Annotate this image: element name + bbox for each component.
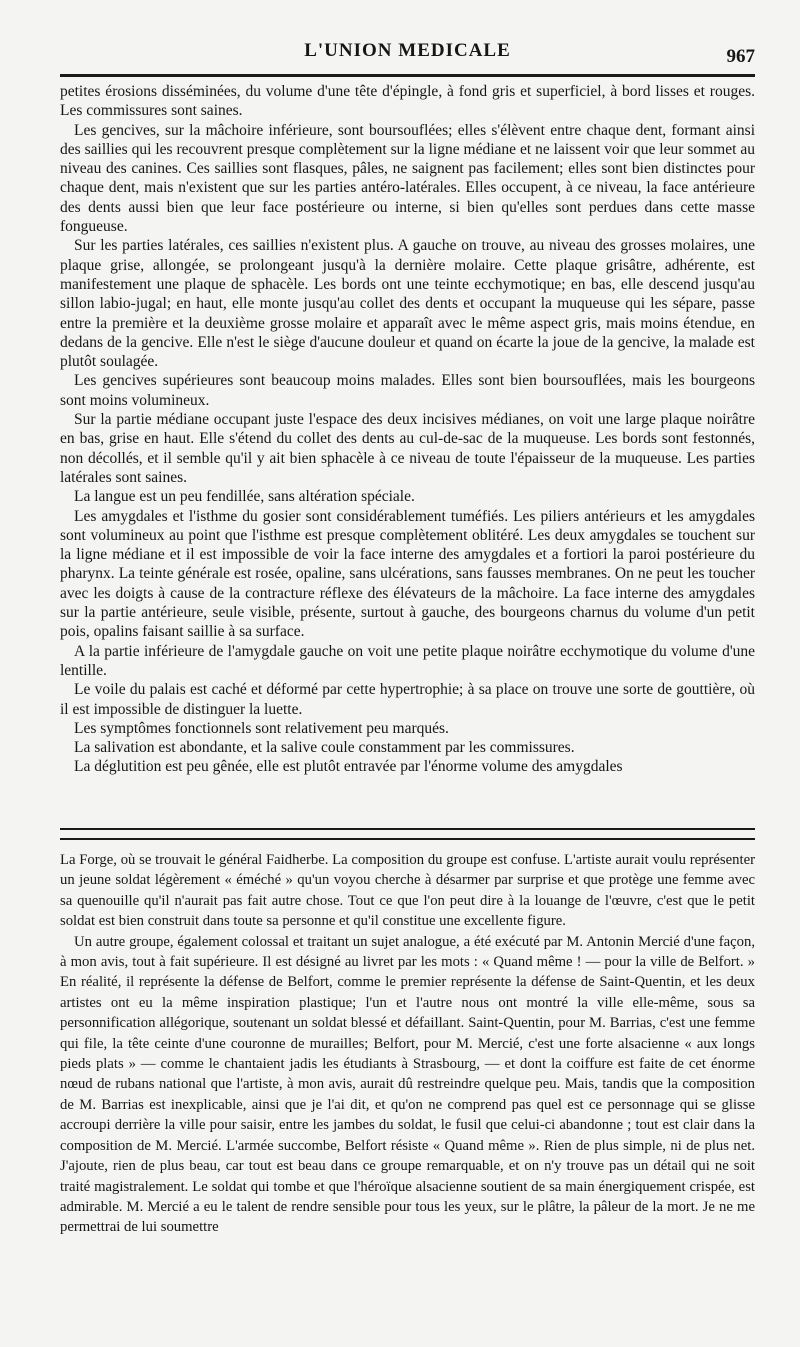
upper-paragraph: Les symptômes fonctionnels sont relativement peu marqués. (74, 719, 449, 737)
page-number: 967 (726, 46, 755, 67)
upper-paragraph: Les gencives supérieures sont beaucoup moins malades. Elles sont bien boursouflées, mais les bourgeons sont moins volumineux. (60, 372, 755, 409)
upper-paragraph: petites érosions disséminées, du volume d'une tête d'épingle, à fond gris et superficiel, à bord lisses et rouges. Les commissures sont saines. (60, 83, 755, 120)
upper-paragraph: Le voile du palais est caché et déformé par cette hypertrophie; à sa place on trouve une sorte de gouttière, où il est impossible de distinguer la luette. (60, 681, 755, 718)
journal-title: L'UNION MEDICALE (304, 40, 511, 61)
upper-article-column (60, 82, 755, 777)
upper-paragraph: Les gencives, sur la mâchoire inférieure, sont boursouflées; elles s'élèvent entre chaque dent, formant ainsi des saillies qui les recouvrent presque complètement sur la ligne médiane et ne laissent voir que leur sommet au niveau des canines. Ces saillies sont flasques, pâles, ne saignent pas facilement; elles sont bien distinctes pour chaque dent, mais n'existent que sur les parties antéro-latérales. Elles occupent, à ce niveau, la face antérieure des dents aussi bien que leur face postérieure ou interne, si bien qu'elles sont perdues dans cette masse fongueuse. (60, 121, 755, 236)
feuilleton-separator-rule (60, 828, 755, 840)
page-header (60, 30, 755, 70)
lower-paragraph: Un autre groupe, également colossal et traitant un sujet analogue, a été exécuté par M. Antonin Mercié d'une façon, à mon avis, tout à fait supérieure. Il est désigné au livret par les mots : « Quand même ! — pour la ville de Belfort. » En réalité, il représente la défense de Belfort, comme le premier représente la défense de Saint-Quentin, et les deux artistes ont eu la même inspiration plastique; l'un et l'autre nous ont montré la ville elle-même, sous sa personnification allégorique, soutenant un soldat blessé et défaillant. Saint-Quentin, pour M. Barrias, c'est une femme qui file, la tête ceinte d'une couronne de murailles; Belfort, pour M. Mercié, c'est une forte alsacienne « aux longs pieds plats » — comme le chantaient jadis les étudiants à Strasbourg, — et dont la coiffure est faite de cet énorme nœud de rubans national que l'artiste, à mon avis, aurait dû restreindre quelque peu. Mais, tandis que la composition de M. Barrias est inexplicable, ainsi que je l'ai dit, et qu'on ne comprend pas quel est ce personnage qui se glisse accroupi derrière la ville pour saisir, entre les jambes du soldat, le fusil que celui-ci abandonne ; tout est clair dans la composition de M. Mercié. L'armée succombe, Belfort résiste « Quand même ». Rien de plus simple, ni de plus net. J'ajoute, rien de plus beau, car tout est beau dans ce groupe remarquable, et on n'y trouve pas un détail qui ne soit traité magistralement. Le soldat qui tombe et que l'héroïque alsacienne soutient de sa main énergiquement crispée, est admirable. M. Mercié a eu le talent de rendre sensible pour tous les yeux, sur le plâtre, la pâleur de la mort. Je ne me permettrai de lui soumettre (60, 933, 755, 1236)
upper-paragraph: La salivation est abondante, et la salive coule constamment par les commissures. (74, 739, 575, 757)
lower-paragraph: La Forge, où se trouvait le général Faidherbe. La composition du groupe est confuse. L'artiste aurait voulu représenter un jeune soldat légèrement « éméché » qu'un voyou cherche à désarmer par surprise et que protège une femme avec sa quenouille qu'il n'aurait pas fait autre chose. Tout ce que l'on peut dire à la louange de l'œuvre, c'est que le petit soldat est bien construit dans toute sa personne et qu'il constitue une excellente figure. (60, 852, 755, 930)
upper-paragraph: La déglutition est peu gênée, elle est plutôt entravée par l'énorme volume des amygdales (74, 758, 623, 776)
upper-paragraph: Sur les parties latérales, ces saillies n'existent plus. A gauche on trouve, au niveau des grosses molaires, une plaque grise, allongée, se prolongeant jusqu'à la dernière molaire. Cette plaque grisâtre, adhérente, est manifestement une plaque de sphacèle. Les bords ont une teinte ecchymotique; en bas, elle descend jusqu'au sillon labio-jugal; en haut, elle monte jusqu'au collet des dents et occupant la muqueuse qui les sépare, passe entre la première et la deuxième grosse molaire et apparaît avec le même aspect gris, mais moins étendue, en dedans de la gencive. Elle n'est le siège d'aucune douleur et quand on écarte la joue de la gencive, la malade est plutôt soulagée. (60, 237, 755, 371)
header-rule (60, 74, 755, 77)
upper-paragraph: Sur la partie médiane occupant juste l'espace des deux incisives médianes, on voit une large plaque noirâtre en bas, grise en haut. Elle s'étend du collet des dents au cul-de-sac de la muqueuse. Les bords sont festonnés, non décollés, et il semble qu'il y ait bien sphacèle à ce niveau de toute l'épaisseur de la muqueuse. Les parties latérales sont saines. (60, 411, 755, 486)
upper-paragraph: A la partie inférieure de l'amygdale gauche on voit une petite plaque noirâtre ecchymotique du volume d'une lentille. (60, 642, 755, 679)
upper-paragraph: La langue est un peu fendillée, sans altération spéciale. (74, 488, 415, 506)
lower-feuilleton-column (60, 850, 755, 1238)
upper-paragraph: Les amygdales et l'isthme du gosier sont considérablement tuméfiés. Les piliers antérieurs et les amygdales sont volumineux au point que l'isthme est presque complètement oblitéré. Les deux amygdales se touchent sur la ligne médiane et il est impossible de voir la face interne des amygdales et a fortiori la paroi postérieure du pharynx. La teinte générale est rosée, opaline, sans ulcérations, sans fausses membranes. On ne peut les toucher avec les doigts à cause de la contracture réflexe des élévateurs de la mâchoire. La face interne des amygdales sur la partie antérieure, seule visible, présente, surtout à gauche, des bourgeons charnus du volume d'un petit pois, opalins faisant saillie à sa surface. (60, 507, 755, 641)
